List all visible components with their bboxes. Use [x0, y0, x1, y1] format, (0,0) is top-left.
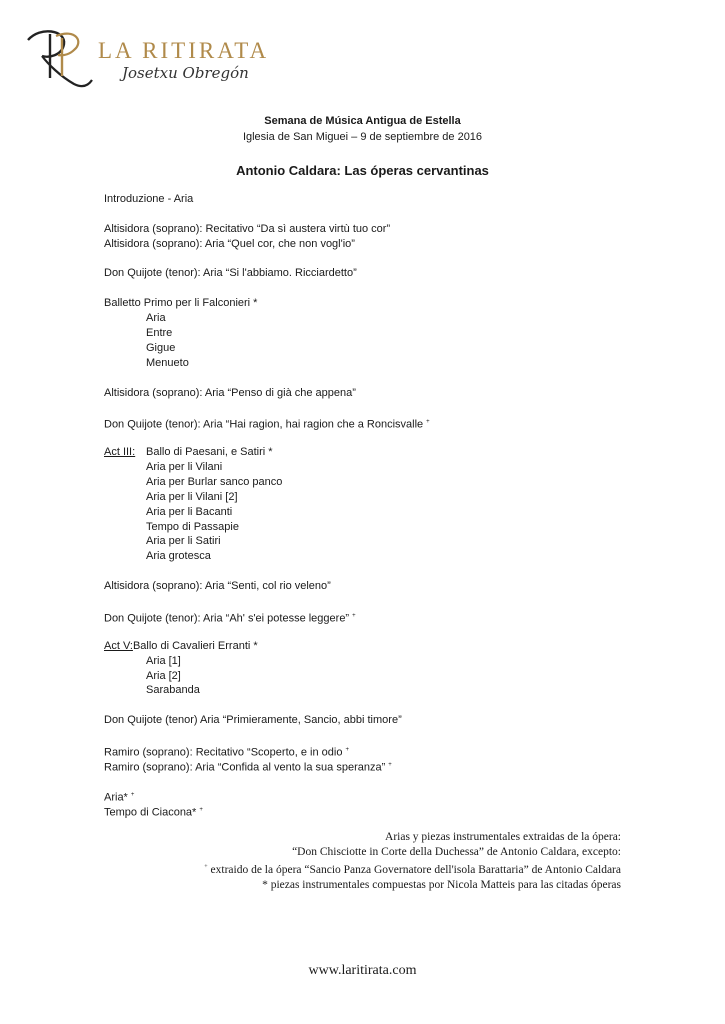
act-heading [104, 639, 624, 654]
program-subitem: Aria per li Vilani [2] [146, 490, 238, 503]
item-text: Don Quijote (tenor): Aria “Hai ragion, hai ragion che a Roncisvalle [104, 419, 424, 432]
program-item: Don Quijote (tenor) Aria “Primieramente, Sancio, abbi timore” [104, 714, 402, 727]
program-item: Don Quijote (tenor): Aria “Si l'abbiamo. Ricciardetto” [104, 267, 357, 280]
program-list [104, 192, 624, 817]
item-text: Don Quijote (tenor): Aria “Ah' s'ei potesse leggere” [104, 612, 350, 625]
program-subitem: Aria grotesca [146, 550, 211, 563]
program-item: Altisidora (soprano): Aria “Senti, col rio veleno” [104, 580, 331, 593]
note-line: “Don Chisciotte in Corte della Duchessa” de Antonio Caldara, excepto: [292, 846, 621, 858]
note-text: extraido de la ópera “Sancio Panza Governatore dell'isola Barattaria” de Antonio Caldara [210, 863, 621, 876]
plus-marker: + [426, 419, 430, 426]
page-title: Antonio Caldara: Las óperas cervantinas [236, 163, 489, 178]
program-subitem: Gigue [146, 341, 176, 354]
brand-subtitle: Josetxu Obregón [122, 64, 249, 82]
website-link[interactable]: www.laritirata.com [308, 963, 417, 978]
brand-logo [26, 28, 286, 90]
program-item [104, 758, 624, 773]
program-subitem: Entre [146, 327, 173, 340]
program-item: Altisidora (soprano): Recitativo “Da sì austera virtù tuo cor” [104, 222, 391, 235]
program-item [104, 803, 624, 818]
event-name: Semana de Música Antigua de Estella [264, 115, 461, 127]
plus-marker: + [130, 791, 135, 798]
venue-date: Iglesia de San Miguei – 9 de septiembre de 2016 [242, 131, 483, 143]
program-item: Altisidora (soprano): Aria “Quel cor, che non vogl'io” [104, 237, 355, 250]
program-item: Balletto Primo per li Falconieri * [104, 297, 258, 310]
note-line: Arias y piezas instrumentales extraidas de la ópera: [385, 831, 621, 843]
act-title: Ballo di Cavalieri Erranti * [132, 639, 258, 652]
act-label: Act V: [104, 639, 133, 652]
item-text: Ramiro (soprano): Recitativo “Scoperto, e in odio [104, 746, 343, 759]
brand-name: LA RITIRATA [98, 38, 270, 63]
program-item: Introduzione - Aria [104, 193, 194, 205]
program-item [104, 788, 624, 803]
program-item [104, 415, 624, 430]
program-subitem: Aria per Burlar sanco panco [146, 475, 283, 488]
act-heading [104, 445, 624, 460]
act-title: Ballo di Paesani, e Satiri * [146, 446, 273, 459]
program-subitem: Aria [146, 312, 166, 325]
program-item [104, 609, 624, 624]
act-label: Act III: [104, 446, 136, 459]
item-text: Tempo di Ciacona* [104, 806, 197, 819]
footnotes [201, 830, 621, 893]
program-subitem: Aria [2] [146, 669, 181, 682]
program-subitem: Sarabanda [146, 684, 200, 697]
program-item [104, 743, 624, 758]
program-subitem: Aria per li Vilani [146, 461, 223, 474]
program-subitem: Aria per li Bacanti [146, 505, 233, 518]
program-subitem: Aria [1] [146, 654, 181, 667]
note-line [201, 860, 621, 878]
item-text: Aria* [104, 791, 128, 804]
plus-marker: + [204, 864, 208, 870]
plus-marker: + [345, 746, 349, 753]
program-item: Altisidora (soprano): Aria “Penso di già che appena” [104, 386, 356, 399]
program-subitem: Aria per li Satiri [146, 535, 221, 548]
program-subitem: Menueto [146, 356, 189, 369]
program-subitem: Tempo di Passapie [146, 520, 239, 533]
note-line: * piezas instrumentales compuestas por Nicola Matteis para las citadas óperas [262, 878, 621, 891]
plus-marker: + [352, 612, 356, 619]
monogram-icon [26, 28, 96, 90]
plus-marker: + [199, 806, 203, 813]
item-text: Ramiro (soprano): Aria “Confida al vento la sua speranza” [104, 761, 386, 774]
plus-marker: + [388, 761, 392, 768]
